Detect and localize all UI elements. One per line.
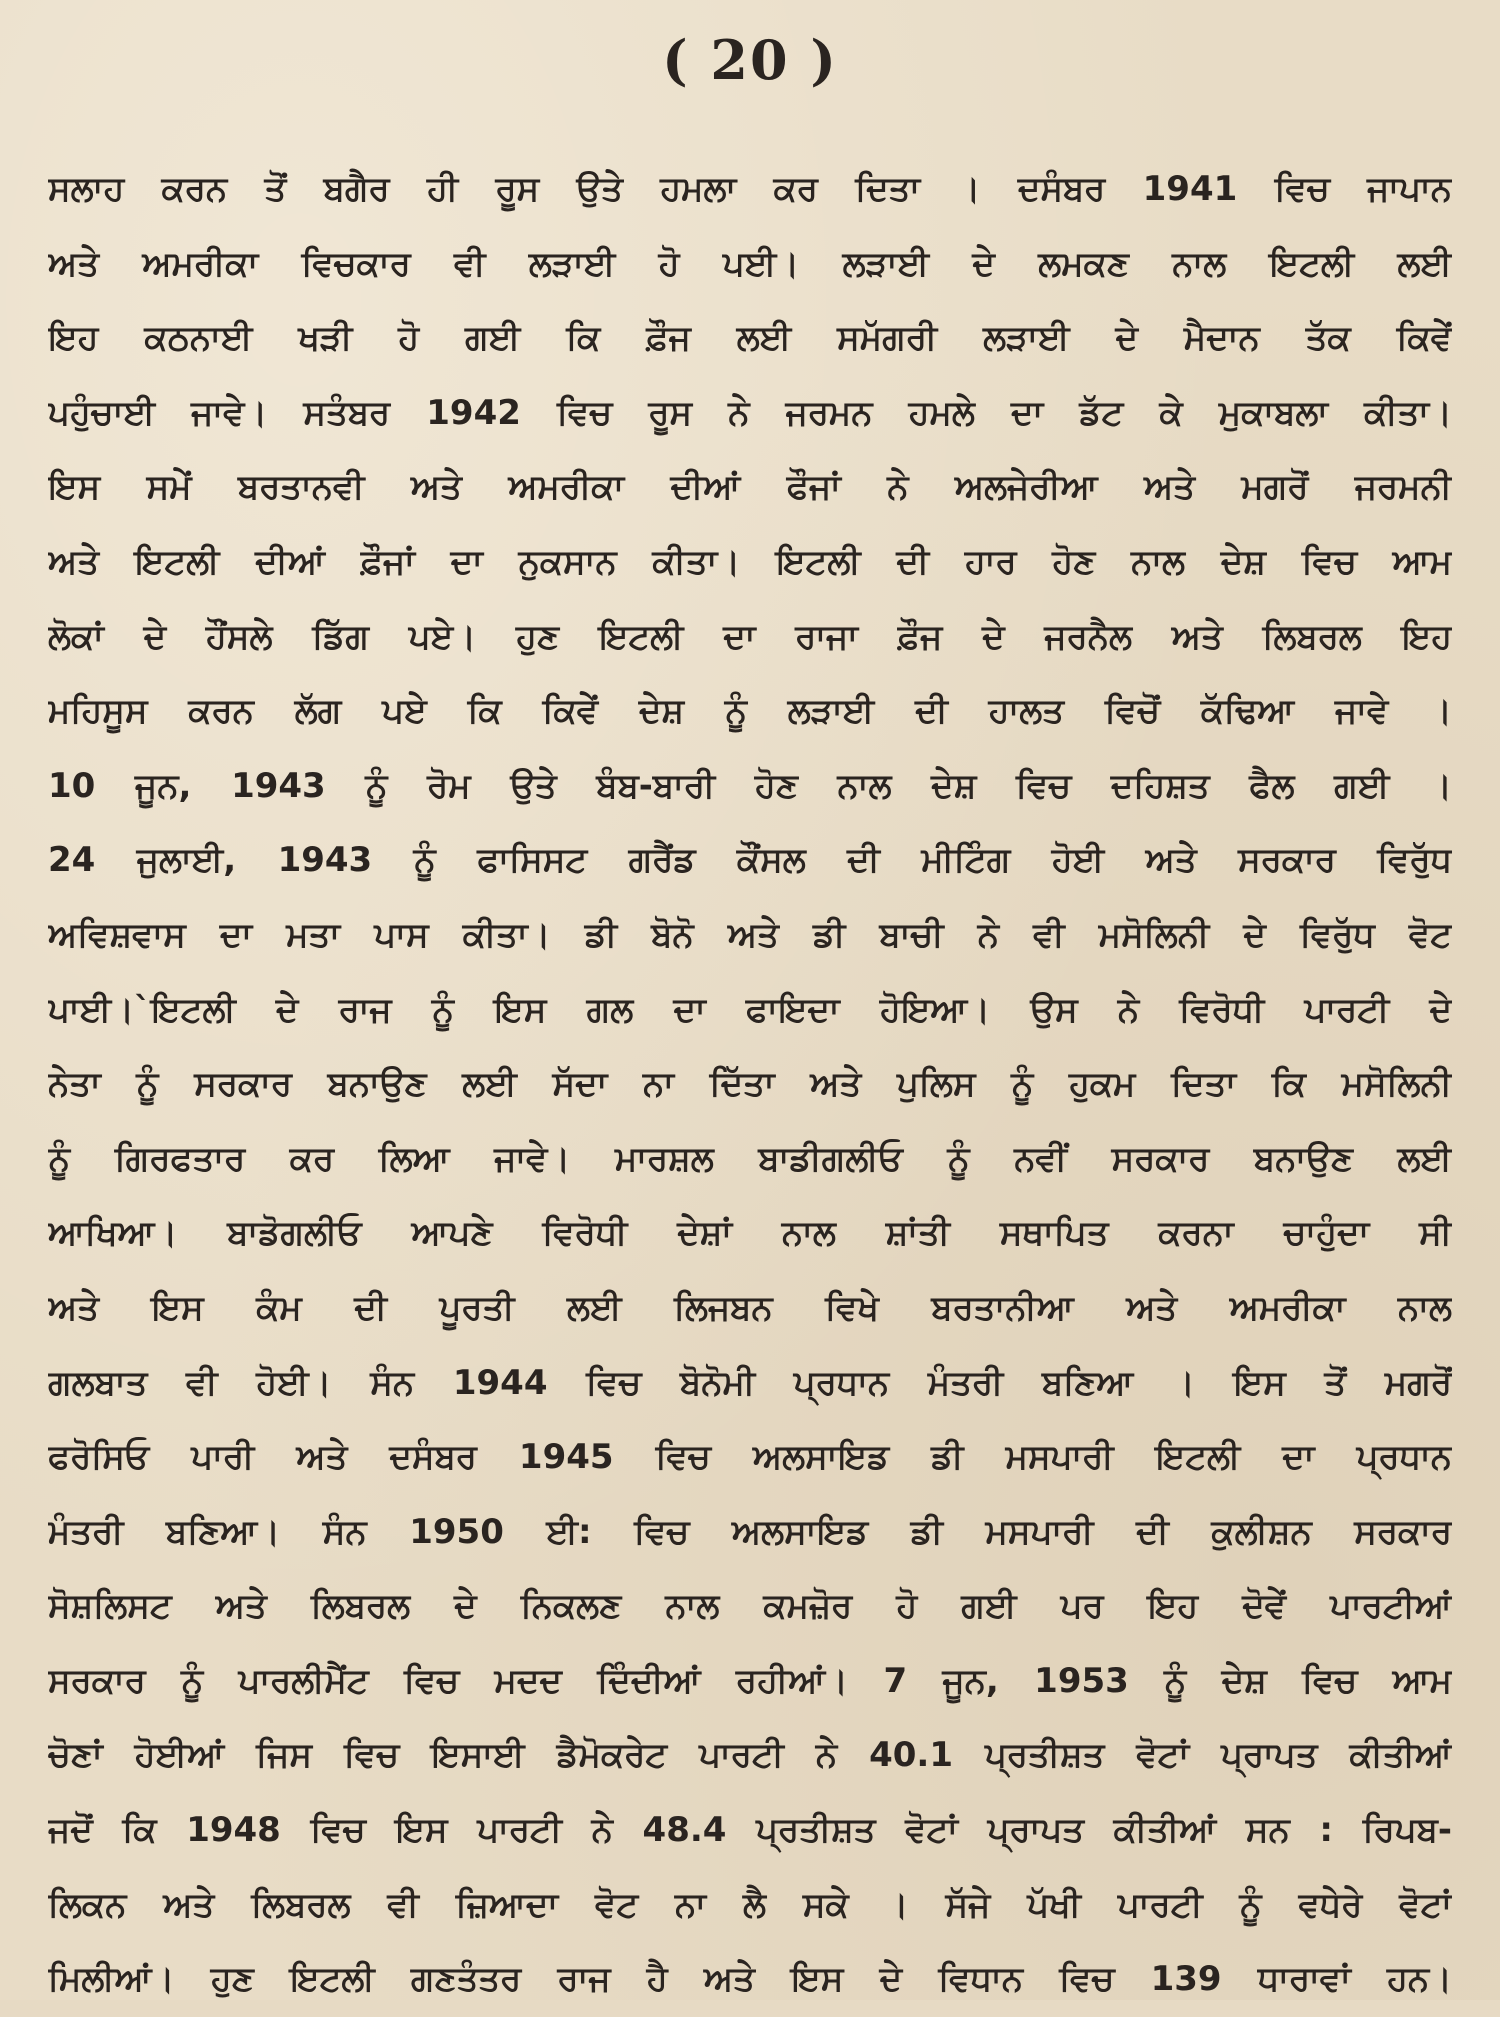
- text-line: ਨੂੰ ਗਿਰਫਤਾਰ ਕਰ ਲਿਆ ਜਾਵੇ। ਮਾਰਸ਼ਲ ਬਾਡੀਗਲੀਓ ਨੂੰ ਨਵੀਂ ਸਰਕਾਰ ਬਨਾਉਣ ਲਈ: [48, 1138, 1452, 1179]
- text-line: ਜਦੋਂ ਕਿ 1948 ਵਿਚ ਇਸ ਪਾਰਟੀ ਨੇ 48.4 ਪ੍ਰਤੀਸ਼ਤ ਵੋਟਾਂ ਪ੍ਰਾਪਤ ਕੀਤੀਆਂ ਸਨ : ਰਿਪਬ-: [48, 1810, 1452, 1851]
- text-line: ਆਖਿਆ। ਬਾਡੋਗਲੀਓ ਆਪਣੇ ਵਿਰੋਧੀ ਦੇਸ਼ਾਂ ਨਾਲ ਸ਼ਾਂਤੀ ਸਥਾਪਿਤ ਕਰਨਾ ਚਾਹੁੰਦਾ ਸੀ: [48, 1213, 1452, 1254]
- text-line: 10 ਜੂਨ, 1943 ਨੂੰ ਰੋਮ ਉਤੇ ਬੰਬ-ਬਾਰੀ ਹੋਣ ਨਾਲ ਦੇਸ਼ ਵਿਚ ਦਹਿਸ਼ਤ ਫੈਲ ਗਈ ।: [48, 765, 1452, 806]
- text-line: ਲਿਕਨ ਅਤੇ ਲਿਬਰਲ ਵੀ ਜ਼ਿਆਦਾ ਵੋਟ ਨਾ ਲੈ ਸਕੇ । ਸੱਜੇ ਪੱਖੀ ਪਾਰਟੀ ਨੂੰ ਵਧੇਰੇ ਵੋਟਾਂ: [48, 1884, 1452, 1925]
- text-line: ਸੋਸ਼ਲਿਸਟ ਅਤੇ ਲਿਬਰਲ ਦੇ ਨਿਕਲਣ ਨਾਲ ਕਮਜ਼ੋਰ ਹੋ ਗਈ ਪਰ ਇਹ ਦੋਵੇਂ ਪਾਰਟੀਆਂ: [48, 1586, 1452, 1627]
- text-line: ਲੋਕਾਂ ਦੇ ਹੌਂਸਲੇ ਡਿੱਗ ਪਏ। ਹੁਣ ਇਟਲੀ ਦਾ ਰਾਜਾ ਫ਼ੌਜ ਦੇ ਜਰਨੈਲ ਅਤੇ ਲਿਬਰਲ ਇਹ: [48, 616, 1452, 657]
- text-line: 24 ਜੁਲਾਈ, 1943 ਨੂੰ ਫਾਸਿਸਟ ਗਰੈਂਡ ਕੌਂਸਲ ਦੀ ਮੀਟਿੰਗ ਹੋਈ ਅਤੇ ਸਰਕਾਰ ਵਿਰੁੱਧ: [48, 840, 1452, 881]
- text-line: ਸਲਾਹ ਕਰਨ ਤੋਂ ਬਗੈਰ ਹੀ ਰੂਸ ਉਤੇ ਹਮਲਾ ਕਰ ਦਿਤਾ । ਦਸੰਬਰ 1941 ਵਿਚ ਜਾਪਾਨ: [48, 169, 1452, 209]
- body-text: [48, 152, 1452, 2017]
- text-line: ਅਤੇ ਇਟਲੀ ਦੀਆਂ ਫ਼ੌਜਾਂ ਦਾ ਨੁਕਸਾਨ ਕੀਤਾ। ਇਟਲੀ ਦੀ ਹਾਰ ਹੋਣ ਨਾਲ ਦੇਸ਼ ਵਿਚ ਆਮ: [48, 541, 1452, 582]
- text-line: ਪਹੁੰਚਾਈ ਜਾਵੇ। ਸਤੰਬਰ 1942 ਵਿਚ ਰੂਸ ਨੇ ਜਰਮਨ ਹਮਲੇ ਦਾ ਡੱਟ ਕੇ ਮੁਕਾਬਲਾ ਕੀਤਾ।: [48, 392, 1452, 433]
- text-line: ਇਸ ਸਮੇਂ ਬਰਤਾਨਵੀ ਅਤੇ ਅਮਰੀਕਾ ਦੀਆਂ ਫੌਜਾਂ ਨੇ ਅਲਜੇਰੀਆ ਅਤੇ ਮਗਰੋਂ ਜਰਮਨੀ: [48, 467, 1452, 508]
- text-line: ਮੰਤਰੀ ਬਣਿਆ। ਸੰਨ 1950 ਈ: ਵਿਚ ਅਲਸਾਇਡ ਡੀ ਮਸਪਾਰੀ ਦੀ ਕੁਲੀਸ਼ਨ ਸਰਕਾਰ: [48, 1511, 1452, 1552]
- text-line: ਅਤੇ ਇਸ ਕੰਮ ਦੀ ਪੂਰਤੀ ਲਈ ਲਿਜਬਨ ਵਿਖੇ ਬਰਤਾਨੀਆ ਅਤੇ ਅਮਰੀਕਾ ਨਾਲ: [48, 1287, 1452, 1328]
- text-line: ਸਰਕਾਰ ਨੂੰ ਪਾਰਲੀਮੈਂਟ ਵਿਚ ਮਦਦ ਦਿੰਦੀਆਂ ਰਹੀਆਂ। 7 ਜੂਨ, 1953 ਨੂੰ ਦੇਸ਼ ਵਿਚ ਆਮ: [48, 1660, 1452, 1701]
- text-line: ਗਲਬਾਤ ਵੀ ਹੋਈ। ਸੰਨ 1944 ਵਿਚ ਬੋਨੋਮੀ ਪ੍ਰਧਾਨ ਮੰਤਰੀ ਬਣਿਆ । ਇਸ ਤੋਂ ਮਗਰੋਂ: [48, 1362, 1452, 1403]
- text-line: ਮਿਲੀਆਂ। ਹੁਣ ਇਟਲੀ ਗਣਤੰਤਰ ਰਾਜ ਹੈ ਅਤੇ ਇਸ ਦੇ ਵਿਧਾਨ ਵਿਚ 139 ਧਾਰਾਵਾਂ ਹਨ।: [48, 1959, 1452, 2000]
- text-line: ਅਤੇ ਅਮਰੀਕਾ ਵਿਚਕਾਰ ਵੀ ਲੜਾਈ ਹੋ ਪਈ। ਲੜਾਈ ਦੇ ਲਮਕਣ ਨਾਲ ਇਟਲੀ ਲਈ: [48, 243, 1452, 284]
- text-line: ਪਾਈ।`ਇਟਲੀ ਦੇ ਰਾਜ ਨੂੰ ਇਸ ਗਲ ਦਾ ਫਾਇਦਾ ਹੋਇਆ। ਉਸ ਨੇ ਵਿਰੋਧੀ ਪਾਰਟੀ ਦੇ: [48, 989, 1452, 1030]
- text-line: ਨੇਤਾ ਨੂੰ ਸਰਕਾਰ ਬਨਾਉਣ ਲਈ ਸੱਦਾ ਨਾ ਦਿੱਤਾ ਅਤੇ ਪੁਲਿਸ ਨੂੰ ਹੁਕਮ ਦਿਤਾ ਕਿ ਮਸੋਲਿਨੀ: [48, 1064, 1452, 1105]
- text-line: ਅਵਿਸ਼ਵਾਸ ਦਾ ਮਤਾ ਪਾਸ ਕੀਤਾ। ਡੀ ਬੋਨੋ ਅਤੇ ਡੀ ਬਾਚੀ ਨੇ ਵੀ ਮਸੋਲਿਨੀ ਦੇ ਵਿਰੁੱਧ ਵੋਟ: [48, 914, 1452, 955]
- text-line: ਮਹਿਸੂਸ ਕਰਨ ਲੱਗ ਪਏ ਕਿ ਕਿਵੇਂ ਦੇਸ਼ ਨੂੰ ਲੜਾਈ ਦੀ ਹਾਲਤ ਵਿਚੋਂ ਕੱਢਿਆ ਜਾਵੇ ।: [48, 691, 1452, 732]
- text-line: ਫਰੋਸਿਓ ਪਾਰੀ ਅਤੇ ਦਸੰਬਰ 1945 ਵਿਚ ਅਲਸਾਇਡ ਡੀ ਮਸਪਾਰੀ ਇਟਲੀ ਦਾ ਪ੍ਰਧਾਨ: [48, 1437, 1452, 1478]
- text-line: ਚੋਣਾਂ ਹੋਈਆਂ ਜਿਸ ਵਿਚ ਇਸਾਈ ਡੈਮੋਕਰੇਟ ਪਾਰਟੀ ਨੇ 40.1 ਪ੍ਰਤੀਸ਼ਤ ਵੋਟਾਂ ਪ੍ਰਾਪਤ ਕੀਤੀਆਂ: [48, 1735, 1452, 1776]
- text-line: ਇਹ ਕਠਨਾਈ ਖੜੀ ਹੋ ਗਈ ਕਿ ਫ਼ੌਜ ਲਈ ਸਮੱਗਰੀ ਲੜਾਈ ਦੇ ਮੈਦਾਨ ਤੱਕ ਕਿਵੇਂ: [48, 318, 1452, 359]
- page-number: ( 20 ): [662, 28, 838, 92]
